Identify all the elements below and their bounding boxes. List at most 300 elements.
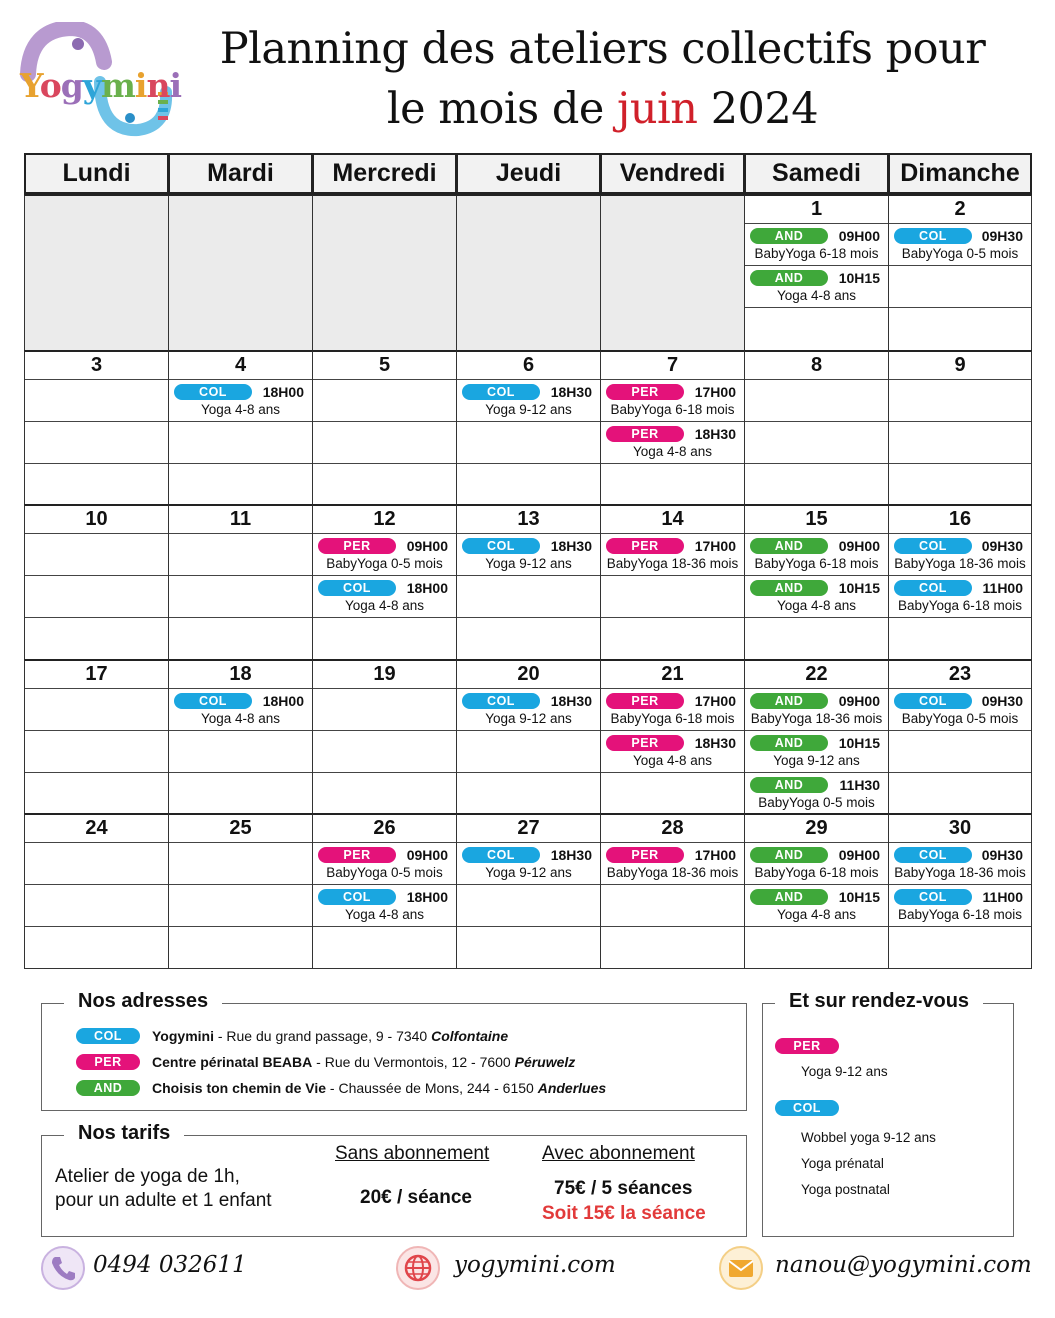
event-slot [313,617,456,659]
page-title-line2 [180,84,1025,134]
weekday-header-5: Samedi [744,153,889,195]
day-cell [600,350,745,506]
weekday-header-4: Vendredi [600,153,745,195]
location-tag: PER [318,847,396,863]
address-name: Choisis ton chemin de Vie [152,1080,327,1096]
envelope-icon [719,1246,763,1290]
address-line [152,1053,575,1071]
event-slot [889,463,1031,505]
event-time: 10H15 [838,889,880,906]
event-time: 18H30 [550,692,592,709]
event-slot [457,421,600,463]
location-tag: COL [894,538,972,554]
day-cell [888,659,1032,815]
event-slot [457,730,600,772]
location-tag: COL [462,693,540,709]
event-slot [457,842,600,884]
day-number: 1 [810,198,823,220]
day-cell [24,813,169,969]
event-label: Yoga 4-8 ans [632,752,713,768]
event-slot [745,463,888,505]
event-time: 18H30 [694,425,736,442]
day-number: 11 [229,508,252,531]
day-cell [600,813,745,969]
event-slot [457,884,600,926]
day-number: 26 [373,817,396,840]
event-label: BabyYoga 0-5 mois [758,794,875,810]
event-slot [889,688,1031,730]
event-slot [25,926,168,968]
event-label: BabyYoga 6-18 mois [610,710,735,726]
event-slot [889,421,1031,463]
event-slot [25,688,168,730]
title-prefix: le mois de [386,84,604,134]
weekday-header-3: Jeudi [456,153,601,195]
event-slot [601,926,744,968]
day-number: 18 [229,662,252,685]
event-slot [745,926,888,968]
addresses-title: Nos adresses [64,990,222,1013]
day-cell [168,659,313,815]
event-label: Yoga 4-8 ans [200,401,281,417]
day-cell [456,813,601,969]
day-cell [312,195,457,351]
location-tag: PER [606,384,684,400]
event-time: 10H15 [838,580,880,597]
event-slot [313,842,456,884]
event-slot [601,463,744,505]
event-slot [457,926,600,968]
day-number: 14 [661,508,684,531]
event-slot [457,463,600,505]
day-cell [24,195,169,351]
event-slot [169,884,312,926]
location-tag: AND [750,735,828,751]
event-label: Yoga 4-8 ans [776,288,857,303]
event-label: BabyYoga 6-18 mois [754,556,879,572]
event-label: Yoga 9-12 ans [485,710,572,726]
day-cell [456,195,601,351]
event-slot [889,926,1031,968]
tarif-col2-note: Soit 15€ la séance [542,1203,706,1224]
event-slot [169,926,312,968]
event-slot [745,688,888,730]
day-number: 30 [948,817,972,840]
day-number: 5 [378,353,391,376]
event-slot [169,842,312,884]
event-slot [745,772,888,814]
event-slot [25,772,168,814]
event-slot [169,730,312,772]
event-time: 09H00 [838,847,880,864]
event-slot [601,772,744,814]
event-slot [25,379,168,421]
phone-icon [41,1246,85,1290]
event-slot [25,575,168,617]
event-label: BabyYoga 6-18 mois [610,401,735,417]
event-slot [889,223,1031,265]
event-slot [25,884,168,926]
location-tag: COL [462,384,540,400]
rdv-col-tag: COL [775,1100,839,1116]
event-slot [601,421,744,463]
event-time: 11H00 [982,580,1023,597]
day-number: 15 [805,508,828,531]
event-slot [169,533,312,575]
calendar-grid [24,153,1031,968]
day-number: 17 [85,662,108,685]
event-time: 18H30 [550,847,592,864]
event-slot [745,730,888,772]
event-label: Yoga 4-8 ans [632,443,713,459]
event-slot [25,421,168,463]
logo-letter: m [100,66,135,105]
weekday-header-0: Lundi [24,153,169,195]
event-time: 10H15 [838,734,880,751]
event-slot [889,884,1031,926]
weekday-header-6: Dimanche [888,153,1032,195]
day-cell [312,813,457,969]
day-cell [888,350,1032,506]
event-slot [313,926,456,968]
day-cell [456,504,601,660]
event-time: 11H00 [982,889,1023,906]
location-tag: COL [462,538,540,554]
event-slot [745,265,888,307]
event-slot [457,772,600,814]
event-slot [745,884,888,926]
day-number: 4 [234,353,247,376]
event-label: Yoga 4-8 ans [200,710,281,726]
day-cell [24,659,169,815]
location-tag: AND [750,693,828,709]
day-cell [744,195,889,351]
address-name: Centre périnatal BEABA [152,1054,313,1070]
tarif-col2-price: 75€ / 5 séances [554,1178,693,1199]
day-number: 7 [666,353,679,376]
event-slot [313,575,456,617]
day-number: 10 [85,508,108,531]
location-tag: AND [750,580,828,596]
address-tag: COL [76,1028,140,1044]
day-cell [168,813,313,969]
event-slot [745,421,888,463]
event-slot [889,772,1031,814]
day-number: 6 [522,353,535,376]
event-slot [601,575,744,617]
logo-letter: i [134,66,147,105]
event-slot [745,379,888,421]
location-tag: COL [894,847,972,863]
location-tag: COL [174,384,252,400]
event-slot [889,265,1031,307]
rdv-col-item: Yoga prénatal [801,1156,884,1171]
event-label: BabyYoga 18-36 mois [894,556,1026,572]
day-number: 9 [954,353,966,376]
event-slot [169,379,312,421]
event-time: 17H00 [694,538,736,555]
logo-letter: i [169,66,181,105]
event-slot [745,617,888,659]
day-cell [312,350,457,506]
event-slot [745,223,888,265]
event-time: 09H00 [838,692,880,709]
event-label: BabyYoga 6-18 mois [754,865,879,881]
location-tag: PER [606,847,684,863]
day-number: 29 [805,817,828,840]
event-slot [745,533,888,575]
logo-letter: g [60,66,83,105]
event-slot [601,842,744,884]
day-number: 19 [373,662,396,685]
event-time: 11H30 [839,776,880,793]
day-number: 24 [85,817,108,840]
address-city: Péruwelz [514,1054,576,1070]
day-number: 28 [661,817,684,840]
tarif-col1-header: Sans abonnement [335,1143,490,1164]
day-number: 22 [805,662,828,685]
event-label: Yoga 4-8 ans [776,907,857,923]
day-cell [888,504,1032,660]
day-number: 12 [373,508,396,531]
event-time: 09H00 [406,538,448,555]
day-number: 21 [661,662,684,685]
location-tag: COL [894,693,972,709]
event-label: Yoga 4-8 ans [344,598,425,614]
event-label: BabyYoga 0-5 mois [326,556,443,572]
day-number: 16 [948,508,972,531]
event-time: 18H30 [550,383,592,400]
event-slot [889,842,1031,884]
weekday-header-2: Mercredi [312,153,457,195]
location-tag: PER [606,426,684,442]
event-slot [25,842,168,884]
day-cell [600,195,745,351]
address-line [152,1027,508,1045]
event-time: 17H00 [694,847,736,864]
logo-letter: o [39,66,61,105]
day-cell [888,813,1032,969]
page-title-line1: Planning des ateliers collectifs pour [219,24,986,74]
event-slot [457,575,600,617]
event-time: 09H30 [981,538,1023,555]
address-tag: PER [76,1054,140,1070]
day-cell [744,659,889,815]
event-slot [457,533,600,575]
day-number: 25 [229,817,252,840]
event-time: 18H30 [550,538,592,555]
tarif-col2-header: Avec abonnement [542,1143,695,1164]
title-year: 2024 [710,84,819,134]
location-tag: PER [318,538,396,554]
event-slot [889,307,1031,349]
rdv-per-item: Yoga 9-12 ans [801,1064,888,1079]
day-cell [456,659,601,815]
event-label: BabyYoga 18-36 mois [606,556,739,572]
event-time: 09H30 [981,228,1023,244]
event-label: BabyYoga 18-36 mois [894,865,1026,881]
day-number: 20 [517,662,540,685]
event-label: BabyYoga 6-18 mois [897,598,1023,614]
location-tag: AND [750,847,828,863]
address-street: - Rue du grand passage, 9 - 7340 [213,1028,432,1044]
event-slot [169,688,312,730]
event-time: 18H30 [694,734,736,751]
day-cell [168,195,313,351]
logo-letter: y [82,66,101,105]
brand-logo [18,22,181,137]
event-slot [25,463,168,505]
event-slot [25,617,168,659]
event-slot [313,421,456,463]
location-tag: AND [750,889,828,905]
tarif-description-line1: Atelier de yoga de 1h, [55,1166,240,1187]
logo-letter: n [146,66,170,105]
envelope-glyph [721,1248,761,1288]
event-time: 18H00 [406,580,448,597]
location-tag: COL [894,580,972,596]
event-label: Yoga 9-12 ans [485,556,572,572]
event-slot [457,379,600,421]
event-label: BabyYoga 6-18 mois [897,907,1023,923]
event-time: 09H30 [981,847,1023,864]
day-cell [312,504,457,660]
event-time: 17H00 [694,383,736,400]
location-tag: PER [606,538,684,554]
day-cell [24,350,169,506]
event-label: BabyYoga 0-5 mois [901,710,1019,726]
location-tag: COL [894,228,972,244]
event-slot [169,421,312,463]
event-time: 18H00 [406,889,448,906]
event-slot [169,772,312,814]
day-cell [744,504,889,660]
event-slot [745,842,888,884]
rdv-box [762,990,1014,1237]
location-tag: COL [174,693,252,709]
address-street: - Chaussée de Mons, 244 - 6150 [326,1080,538,1096]
event-slot [745,307,888,349]
event-slot [313,688,456,730]
location-tag: AND [750,777,828,793]
location-tag: COL [318,580,396,596]
day-cell [168,504,313,660]
event-label: BabyYoga 0-5 mois [901,246,1019,261]
event-time: 09H00 [838,228,880,244]
tarifs-title: Nos tarifs [64,1122,184,1145]
location-tag: AND [750,538,828,554]
event-slot [601,379,744,421]
event-slot [169,575,312,617]
phone-glyph [43,1248,83,1288]
event-time: 17H00 [694,692,736,709]
day-cell [456,350,601,506]
event-label: BabyYoga 18-36 mois [750,710,883,726]
day-cell [888,195,1032,351]
event-label: BabyYoga 0-5 mois [326,865,443,881]
event-slot [889,575,1031,617]
title-month: juin [617,84,698,134]
address-street: - Rue du Vermontois, 12 - 7600 [312,1054,515,1070]
globe-icon [396,1246,440,1290]
event-slot [313,730,456,772]
rdv-per-tag: PER [775,1038,839,1054]
event-slot [889,379,1031,421]
tarif-description-line2: pour un adulte et 1 enfant [55,1190,272,1211]
day-cell [744,813,889,969]
tarif-col1-price: 20€ / séance [360,1187,472,1208]
event-time: 10H15 [838,270,880,286]
location-tag: COL [462,847,540,863]
event-slot [313,884,456,926]
location-tag: AND [750,228,828,244]
event-slot [889,730,1031,772]
day-cell [168,350,313,506]
event-slot [313,772,456,814]
event-time: 09H00 [838,538,880,555]
address-city: Colfontaine [431,1028,509,1044]
rdv-title: Et sur rendez-vous [775,990,983,1013]
event-slot [601,533,744,575]
event-slot [457,617,600,659]
tarifs-box [41,1122,747,1237]
event-label: Yoga 4-8 ans [776,598,857,614]
location-tag: PER [606,735,684,751]
footer-phone[interactable]: 0494 032611 [93,1252,247,1278]
location-tag: PER [606,693,684,709]
event-time: 18H00 [262,383,304,400]
event-slot [601,688,744,730]
weekday-header-1: Mardi [168,153,313,195]
day-number: 27 [517,817,540,840]
day-number: 3 [90,353,103,376]
event-slot [313,463,456,505]
event-label: Yoga 9-12 ans [485,865,572,881]
location-tag: AND [750,270,828,286]
footer-email[interactable]: nanou@yogymini.com [775,1252,1032,1278]
day-number: 2 [954,198,966,220]
event-time: 09H30 [981,692,1023,709]
day-cell [312,659,457,815]
rdv-col-item: Yoga postnatal [801,1182,890,1197]
rdv-col-item: Wobbel yoga 9-12 ans [801,1130,936,1145]
addresses-box [41,990,747,1111]
event-label: Yoga 9-12 ans [773,752,860,768]
event-slot [313,379,456,421]
logo-wordmark [20,66,181,105]
event-label: BabyYoga 18-36 mois [606,865,739,881]
event-slot [169,463,312,505]
day-cell [744,350,889,506]
day-cell [600,504,745,660]
event-slot [601,730,744,772]
event-time: 18H00 [262,692,304,709]
event-slot [457,688,600,730]
location-tag: COL [318,889,396,905]
globe-glyph [398,1248,438,1288]
event-slot [313,533,456,575]
footer-website[interactable]: yogymini.com [454,1252,616,1278]
event-slot [169,617,312,659]
event-time: 09H00 [406,847,448,864]
event-slot [889,617,1031,659]
event-label: BabyYoga 6-18 mois [754,246,879,261]
event-slot [25,533,168,575]
event-slot [25,730,168,772]
event-label: Yoga 4-8 ans [344,907,425,923]
event-label: Yoga 9-12 ans [485,401,572,417]
address-tag: AND [76,1080,140,1096]
